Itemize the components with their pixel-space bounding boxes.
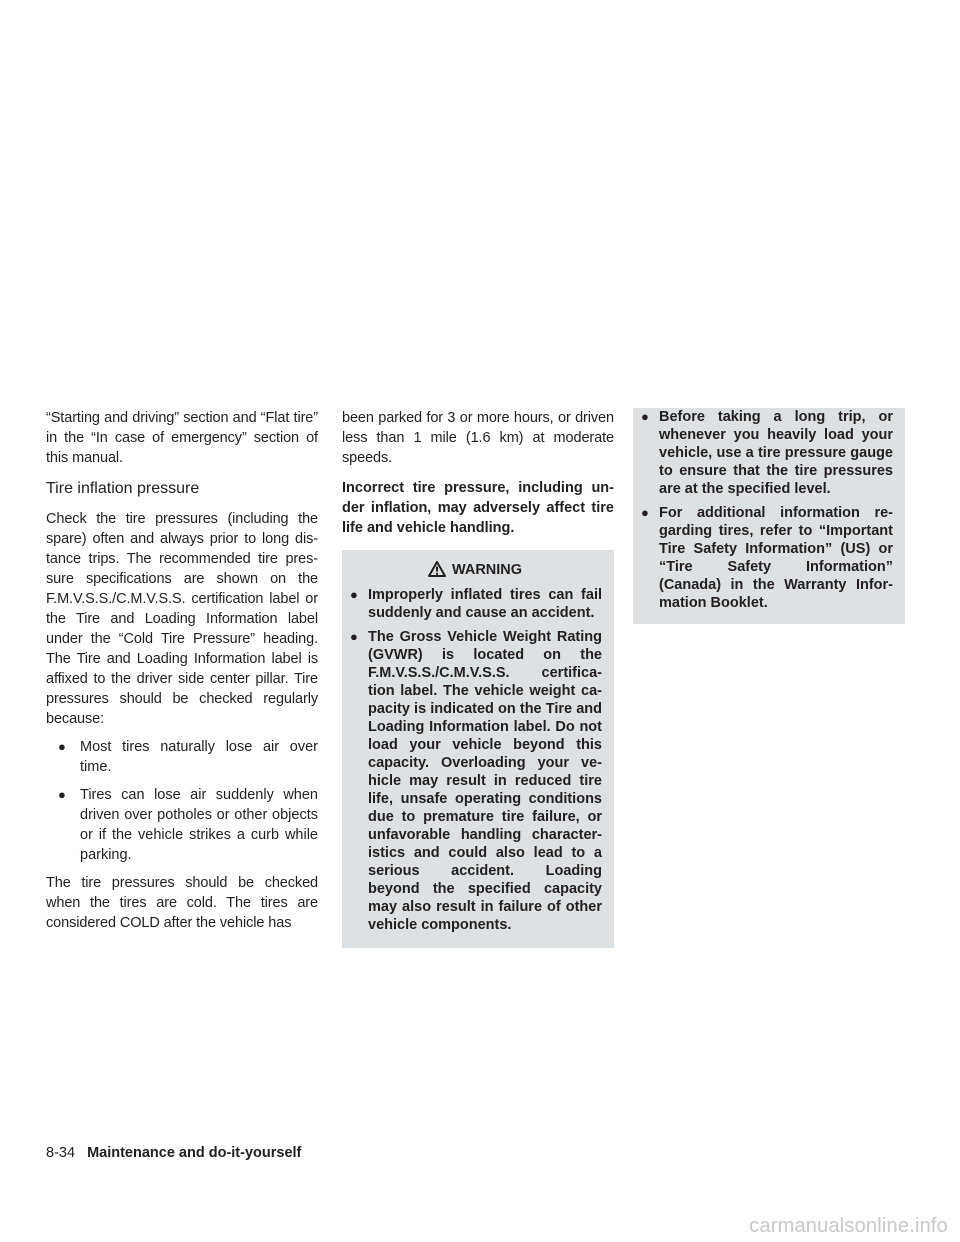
bullet-icon: ●: [641, 505, 649, 520]
bullet-icon: ●: [350, 587, 358, 602]
footer-section-title: Maintenance and do-it-yourself: [87, 1145, 302, 1161]
bullet-icon: ●: [641, 409, 649, 424]
column-2: [342, 408, 614, 948]
watermark: carmanualsonline.info: [749, 1215, 948, 1237]
warning-text: The Gross Vehicle Weight Rating (GVWR) is located on the F.M.V.S.S./C.M.V.S.S. certifica- tion label. The vehicle weight ca- pacity is indicated on the Tire and Loading Information label. Do not load your vehicle beyond this capacity. Overloading your ve- hicle may result in reduced tire life, unsafe operating conditions due to premature tire failure, or unfavorable handling character- istics and could also lead to a serious accident. Loading beyond the specified capacity may also result in failure of other vehicle components.: [368, 629, 602, 933]
warning-list: [639, 408, 893, 612]
warning-text: Before taking a long trip, or whenever you heavily load your vehicle, use a tire pressure gauge to ensure that the tire pressures are at the specified level.: [659, 409, 893, 497]
list-item: [46, 737, 318, 777]
warning-heading: [348, 560, 602, 580]
list-item: [639, 504, 893, 612]
warning-text: For additional information re- garding tires, refer to “Important Tire Safety Information” (US) or “Tire Safety Information” (Canada) in the Warranty Infor- mation Booklet.: [659, 505, 893, 611]
warning-box-continued: [633, 408, 905, 624]
list-item: [46, 785, 318, 865]
bullet-icon: ●: [350, 629, 358, 644]
list-item: [639, 408, 893, 498]
warning-list: [348, 586, 602, 934]
bullet-icon: ●: [58, 787, 66, 802]
intro-paragraph: “Starting and driving” section and “Flat tire” in the “In case of emergency” section of this manual.: [46, 410, 318, 466]
bold-note: Incorrect tire pressure, including un- der inflation, may adversely affect tire life and vehicle handling.: [342, 480, 614, 536]
list-item: [348, 586, 602, 622]
list-item: [348, 628, 602, 934]
bullet-text: Most tires naturally lose air over time.: [80, 739, 318, 775]
continuation-paragraph: been parked for 3 or more hours, or driven less than 1 mile (1.6 km) at moderate speeds.: [342, 410, 614, 466]
page-number: 8-34: [46, 1145, 76, 1161]
warning-title: WARNING: [451, 562, 523, 578]
section-subheading: Tire inflation pressure: [46, 480, 200, 497]
closing-paragraph: The tire pressures should be checked when the tires are cold. The tires are considered COLD after the vehicle has: [46, 875, 318, 931]
warning-box: [342, 550, 614, 948]
warning-triangle-icon: [428, 561, 446, 577]
bullet-text: Tires can lose air suddenly when driven over potholes or other objects or if the vehicle strikes a curb while parking.: [80, 787, 318, 863]
bullet-list: [46, 737, 318, 865]
bullet-icon: ●: [58, 739, 66, 754]
pressure-paragraph: Check the tire pressures (including the spare) often and always prior to long dis- tance trips. The recommended tire pres- sure specifications are shown on the F.M.V.S.S./C.M.V.S.S. certification label or the Tire and Loading Information label under the “Cold Tire Pressure” heading. The Tire and Loading Information label is affixed to the driver side center pillar. Tire pressures should be checked regularly because:: [46, 511, 318, 727]
column-1: [46, 408, 318, 933]
column-3: [633, 408, 905, 624]
warning-text: Improperly inflated tires can fail suddenly and cause an accident.: [368, 587, 602, 621]
page-footer: [46, 1143, 301, 1163]
